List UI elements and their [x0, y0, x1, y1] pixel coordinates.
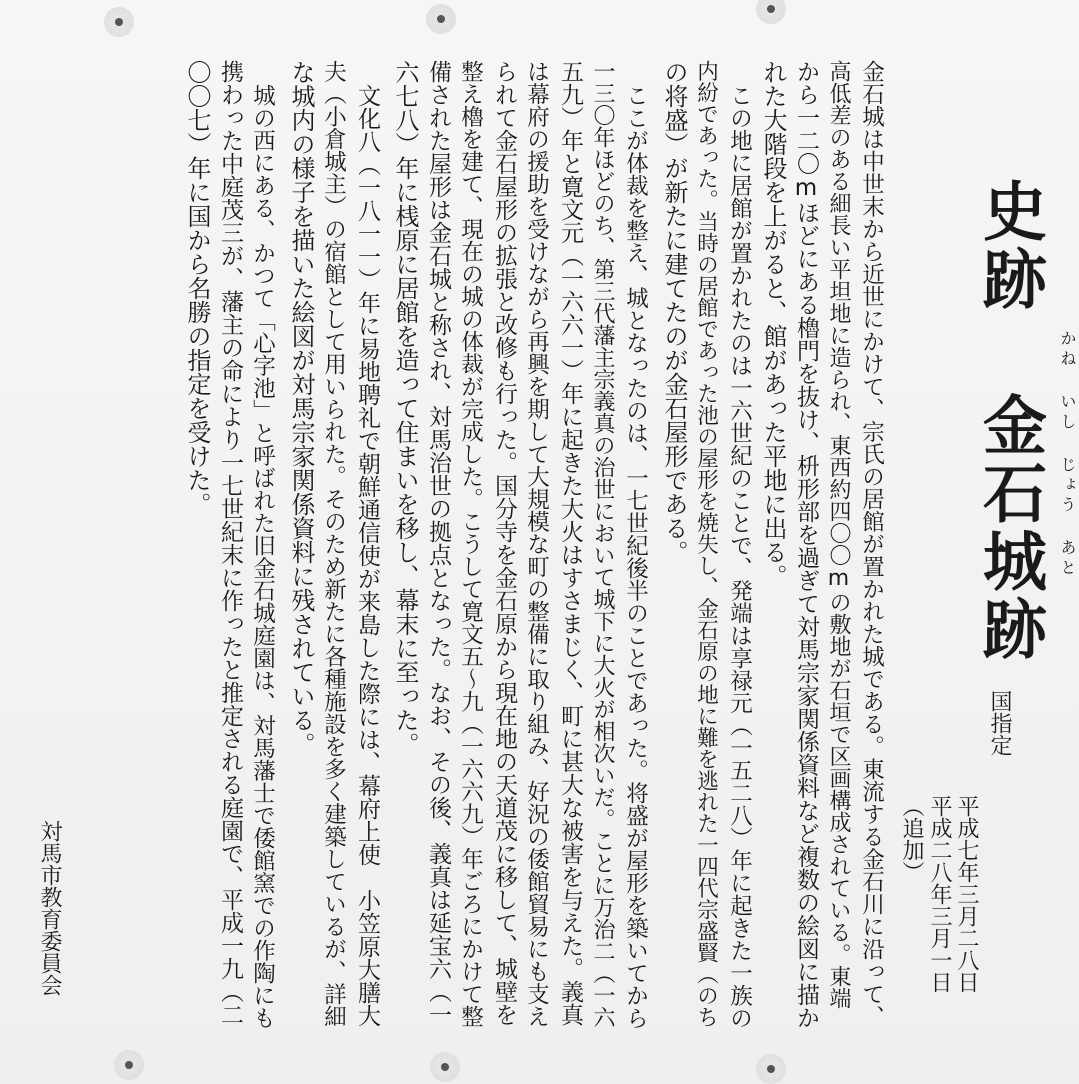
body-line: 文化八（一八一一）年に易地聘礼で朝鮮通信使が来島した際には、幕府上使 小笠原大膳大 — [354, 84, 380, 1027]
screw-icon — [430, 1052, 460, 1082]
body-line: の将盛）が新たに建てたのが金石屋形である。 — [660, 60, 688, 564]
page-title: 史跡 金石城跡 — [972, 178, 1046, 664]
body-line: 〇〇七）年に国から名勝の指定を受けた。 — [183, 60, 211, 516]
screw-icon — [426, 4, 456, 34]
body-line: 一三〇年ほどのち、第三代藩主宗義真の治世において城下に大火が相次いだ。ことに万治二（一六 — [590, 60, 615, 1028]
designation-date-1: 平成七年三月二八日 — [954, 795, 979, 993]
screw-icon — [756, 0, 786, 24]
designation-label: 国指定 — [987, 690, 1012, 756]
body-line: 金石城は中世末から近世にかけて、宗氏の居館が置かれた城である。東流する金石川に沿って、 — [858, 60, 885, 1028]
body-line: 城の西にある、かつて「心字池」と呼ばれた旧金石城庭園は、対馬藩士で倭館窯での作陶にも — [249, 84, 276, 1029]
body-line: は幕府の援助を受けながら再興を期して大規模な町の整備に取り組み、好況の倭館貿易にも支え — [523, 60, 550, 1028]
body-line: この地に居館が置かれたのは一六世紀のことで、発端は享禄元（一五二八）年に起きた一族の — [726, 84, 753, 1029]
body-line: れた大階段を上がると、館があった平地に出る。 — [759, 60, 787, 588]
screw-icon — [114, 1050, 144, 1080]
designation-note: （追加） — [899, 795, 924, 883]
body-line: られて金石屋形の拡張と改修も行った。国分寺を金石原から現在地の天道茂に移して、城壁を — [491, 60, 517, 1026]
title-ruby: かね いし じょう あと — [1058, 330, 1077, 579]
body-line: 備された屋形は金石城と称され、対馬治世の拠点となった。なお、その後、義真は延宝六（一 — [425, 60, 451, 1026]
body-line: から一二〇mほどにある櫓門を抜け、枡形部を過ぎて対馬宗家関係資料など複数の絵図に描か — [793, 60, 819, 1029]
screw-icon — [104, 7, 134, 37]
body-line: 五九）年と寛文元（一六六一）年に起きた大火はすさまじく、町に甚大な被害を与えた。義真 — [557, 60, 583, 1026]
body-line: 夫（小倉城主）の宿館として用いられた。そのため新たに各種施設を多く建築しているが、詳細 — [320, 60, 347, 1028]
designation-date-2: 平成二八年三月一日 — [927, 795, 952, 993]
screw-icon — [756, 1054, 786, 1084]
body-line: 六七八）年に桟原に居館を造って住まいを移し、幕末に至った。 — [391, 60, 419, 756]
organization-name: 対馬市教育委員会 — [37, 820, 62, 996]
body-line: 高低差のある細長い平坦地に造られ、東西約四〇〇mの敷地が石垣で区画構成されている。東端 — [826, 60, 851, 1009]
body-line: 整え櫓を建て、現在の城の体裁が完成した。こうして寛文五～九（一六六九）年ごろにかけて整 — [457, 60, 484, 1028]
body-line: な城内の様子を描いた絵図が対馬宗家関係資料に残されている。 — [287, 60, 315, 756]
body-line: 携わった中庭茂三が、藩主の命により一七世紀末に作ったと推定される庭園で、平成一九（二 — [217, 60, 243, 1026]
body-line: 内紛であった。当時の居館であった池の屋形を焼失し、金石原の地に難を逃れた一四代宗盛賢（のち — [693, 60, 719, 1028]
body-line: ここが体裁を整え、城となったのは、一七世紀後半のことであった。将盛が屋形を築いてから — [622, 84, 649, 1029]
